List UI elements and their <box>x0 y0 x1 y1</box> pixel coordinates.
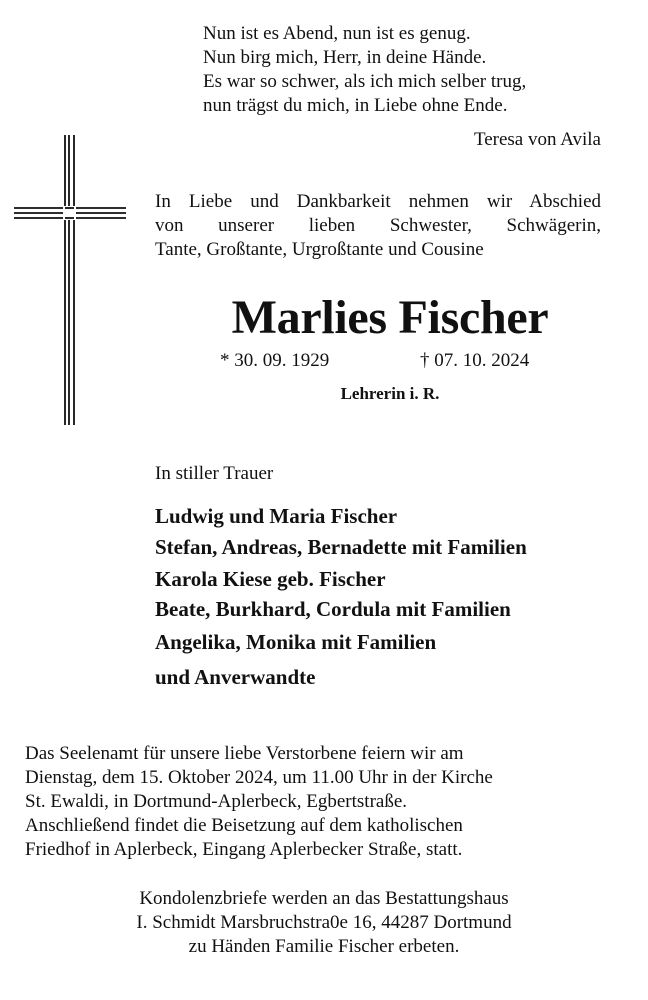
service-line: St. Ewaldi, in Dortmund-Aplerbeck, Egbertstraße. <box>25 791 408 812</box>
intro-text <box>155 190 601 262</box>
service-line: Dienstag, dem 15. Oktober 2024, um 11.00 Uhr in der Kirche <box>25 767 493 788</box>
poem <box>203 22 603 150</box>
mourner-line: Stefan, Andreas, Bernadette mit Familien <box>155 535 527 559</box>
intro-line: Tante, Großtante, Urgroßtante und Cousine <box>155 239 484 260</box>
mourner-line: Angelika, Monika mit Familien <box>155 630 437 654</box>
mourner-line: Karola Kiese geb. Fischer <box>155 567 386 591</box>
condolence-note <box>24 887 624 959</box>
intro-line: von unserer lieben Schwester, Schwägerin, <box>155 215 601 236</box>
service-line: Friedhof in Aplerbeck, Eingang Aplerbecker Straße, statt. <box>25 839 463 860</box>
service-line: Das Seelenamt für unsere liebe Verstorbene feiern wir am <box>25 743 464 764</box>
poem-line: Nun ist es Abend, nun ist es genug. <box>203 23 471 44</box>
service-announcement <box>25 742 625 862</box>
latin-cross-icon <box>14 135 126 430</box>
mourner-line: Beate, Burkhard, Cordula mit Familien <box>155 597 511 621</box>
poem-line: Es war so schwer, als ich mich selber trug, <box>203 71 527 92</box>
poem-line: Nun birg mich, Herr, in deine Hände. <box>203 47 487 68</box>
poem-author: Teresa von Avila <box>473 129 601 150</box>
profession: Lehrerin i. R. <box>340 384 440 403</box>
service-line: Anschließend findet die Beisetzung auf dem katholischen <box>25 815 463 836</box>
birth-date: * 30. 09. 1929 <box>220 350 330 371</box>
condolence-line: zu Händen Familie Fischer erbeten. <box>188 936 460 957</box>
mourner-line: Ludwig und Maria Fischer <box>155 504 398 528</box>
mourner-line: und Anverwandte <box>155 665 316 689</box>
death-date: † 07. 10. 2024 <box>420 350 530 371</box>
mourning-intro: In stiller Trauer <box>155 463 274 484</box>
condolence-line: I. Schmidt Marsbruchstra0e 16, 44287 Dortmund <box>136 912 512 933</box>
condolence-line: Kondolenzbriefe werden an das Bestattungshaus <box>139 888 509 909</box>
intro-line: In Liebe und Dankbarkeit nehmen wir Abschied <box>155 191 601 212</box>
deceased-name: Marlies Fischer <box>231 291 549 344</box>
poem-line: nun trägst du mich, in Liebe ohne Ende. <box>203 95 508 116</box>
